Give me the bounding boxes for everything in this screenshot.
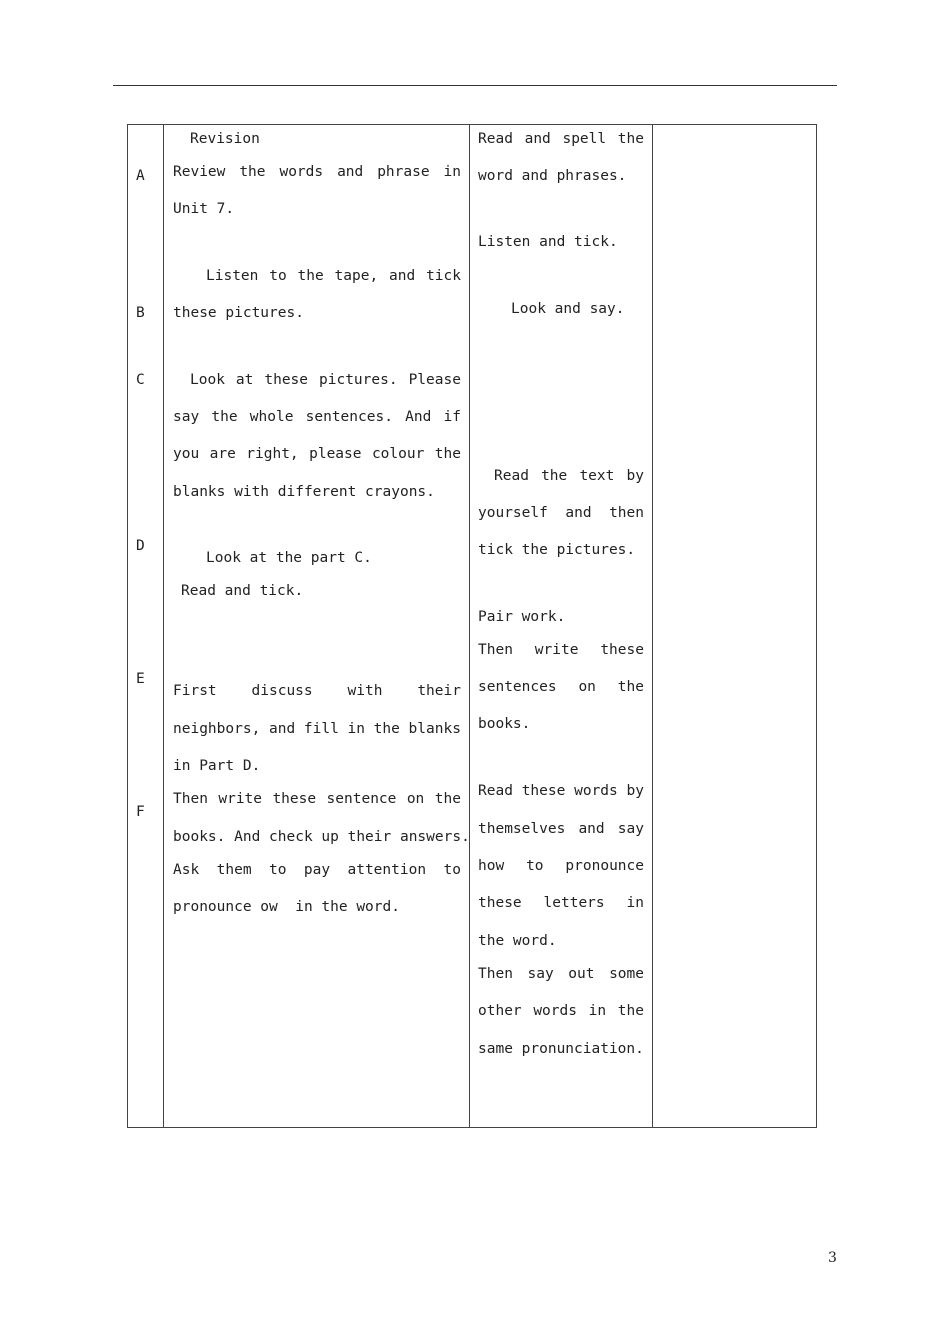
step-label-c: C (136, 372, 145, 388)
teacher-line: pronounce ow in the word. (173, 899, 400, 915)
teacher-line: in Part D. (173, 758, 261, 774)
teacher-line: you are right, please colour the (173, 446, 461, 462)
student-line: yourself and then (478, 505, 644, 521)
student-line: Read these words by (478, 783, 644, 799)
student-line: the word. (478, 933, 557, 949)
revision-heading: Revision (190, 131, 260, 147)
teacher-line: Look at these pictures. Please (190, 372, 461, 388)
teacher-line: Ask them to pay attention to (173, 862, 461, 878)
teacher-line: Listen to the tape, and tick (206, 268, 461, 284)
student-line: Read the text by (494, 468, 644, 484)
step-label-f: F (136, 804, 145, 820)
teacher-line: Read and tick. (181, 583, 304, 599)
student-line: Pair work. (478, 609, 566, 625)
teacher-line: books. And check up their answers. (173, 829, 470, 845)
student-line: Then say out some (478, 966, 644, 982)
column-divider (469, 124, 470, 1128)
teacher-line: First discuss with their (173, 683, 461, 699)
teacher-line: Then write these sentence on the (173, 791, 461, 807)
teacher-line: say the whole sentences. And if (173, 409, 461, 425)
teacher-line: blanks with different crayons. (173, 484, 435, 500)
student-line: word and phrases. (478, 168, 627, 184)
step-label-e: E (136, 671, 145, 687)
student-line: themselves and say (478, 821, 644, 837)
student-line: Look and say. (511, 301, 625, 317)
header-rule (113, 85, 837, 86)
teacher-line: these pictures. (173, 305, 304, 321)
teacher-line: Look at the part C. (206, 550, 372, 566)
column-divider (163, 124, 164, 1128)
teacher-line: Unit 7. (173, 201, 235, 217)
student-line: these letters in (478, 895, 644, 911)
student-line: Read and spell the (478, 131, 644, 147)
student-line: other words in the (478, 1003, 644, 1019)
student-line: same pronunciation. (478, 1041, 644, 1057)
student-line: Then write these (478, 642, 644, 658)
page-number: 3 (828, 1250, 837, 1266)
student-line: sentences on the (478, 679, 644, 695)
teacher-line: neighbors, and fill in the blanks (173, 721, 461, 737)
student-line: Listen and tick. (478, 234, 618, 250)
student-line: how to pronounce (478, 858, 644, 874)
column-divider (652, 124, 653, 1128)
student-line: books. (478, 716, 531, 732)
step-label-a: A (136, 168, 145, 184)
student-line: tick the pictures. (478, 542, 636, 558)
teacher-line: Review the words and phrase in (173, 164, 461, 180)
step-label-b: B (136, 305, 145, 321)
step-label-d: D (136, 538, 145, 554)
